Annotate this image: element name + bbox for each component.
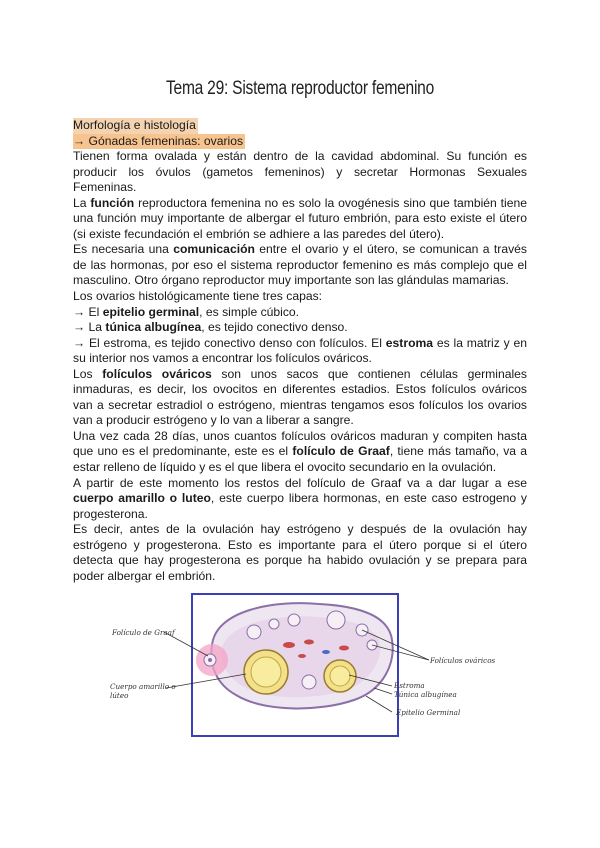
vessel xyxy=(283,642,295,648)
section-heading: Morfología e histología xyxy=(73,118,196,132)
label-estroma: Estroma xyxy=(394,681,425,690)
leader-epitelio xyxy=(366,696,392,712)
paragraph-foliculos: Los folículos ováricos son unos sacos que contienen células germinales inmaduras, es decir, los ovocitos en diferentes estadios. Estos folículos ováricos van a secretar estradiol o estrógeno, mientras tengamos esos folículos los ovarios van a producir estrógeno y lo van a liberar a sangre. xyxy=(73,366,528,428)
label-luteo: lúteo xyxy=(110,691,129,700)
follicle xyxy=(327,611,345,629)
vessel xyxy=(322,650,330,654)
label-cuerpo-amarillo: Cuerpo amarillo o xyxy=(110,682,176,691)
vessel xyxy=(304,640,314,645)
vessel xyxy=(339,646,349,651)
page-title: Tema 29: Sistema reproductor femenino xyxy=(165,78,435,99)
paragraph-2: La función reproductora femenina no es solo la ovogénesis sino que también tiene una función muy importante de albergar el futuro embrión, para esto existe el útero (si existe fecundación el embrión se adhiere a las paredes del útero). xyxy=(73,195,527,241)
label-foliculos-ovaricos: Folículos ováricos xyxy=(430,656,496,665)
follicle xyxy=(247,625,261,639)
follicle xyxy=(302,675,316,689)
paragraph-3: Es necesaria una comunicación entre el ovario y el útero, se comunican a través de las hormonas, por eso el sistema reproductor femenino es más complejo que el masculino. Otro órgano reproductor muy importante son las glándulas mamarias. xyxy=(73,242,527,288)
document-body xyxy=(73,118,527,584)
paragraph-cuerpo-luteo: A partir de este momento los restos del folículo de Graaf va a dar lugar a ese cuerpo amarillo o luteo, este cuerpo libera hormonas, en este caso estrogeno y progesterona. xyxy=(73,475,527,521)
ovary-diagram xyxy=(104,590,504,740)
paragraph-graaf: Una vez cada 28 días, unos cuantos folículos ováricos maduran y compiten hasta que uno es el predominante, este es el folículo de Graaf, tiene más tamaño, va a estar relleno de líquido y es el que libera el ovocito secundario en la ovulación. xyxy=(73,428,527,475)
label-epitelio-germinal: Epitelio Germinal xyxy=(396,708,461,717)
layer-item-epitelio: → El epitelio germinal, es simple cúbico. xyxy=(73,304,300,319)
label-tunica-albuginea: Túnica albugínea xyxy=(394,690,457,699)
subsection-heading: → Gónadas femeninas: ovarios xyxy=(73,133,244,148)
vessel xyxy=(298,654,306,658)
follicle xyxy=(269,619,279,629)
layer-item-estroma: → El estroma, es tejido conectivo denso con folículos. El estroma es la matriz y en su interior nos vamos a encontrar los folículos ováricos. xyxy=(73,335,528,366)
leader-tunica xyxy=(374,688,392,694)
layer-item-tunica: → La túnica albugínea, es tejido conectivo denso. xyxy=(73,320,348,335)
paragraph-1: Tienen forma ovalada y están dentro de la cavidad abdominal. Su función es producir los óvulos (gametos femeninos) y secretar Hormonas Sexuales Femeninas. xyxy=(73,149,527,195)
label-graaf: Folículo de Graaf xyxy=(112,628,175,637)
paragraph-4: Los ovarios histológicamente tiene tres capas: xyxy=(73,289,323,304)
follicle xyxy=(288,614,300,626)
paragraph-summary: Es decir, antes de la ovulación hay estrógeno y después de la ovulación hay estrógeno y progesterona. Esto es importante para el útero porque si el útero detecta que hay progesterona es porque ha habido ovulación y se prepara para poder albergar el embrión. xyxy=(73,522,527,583)
ovary-illustration xyxy=(104,590,504,740)
